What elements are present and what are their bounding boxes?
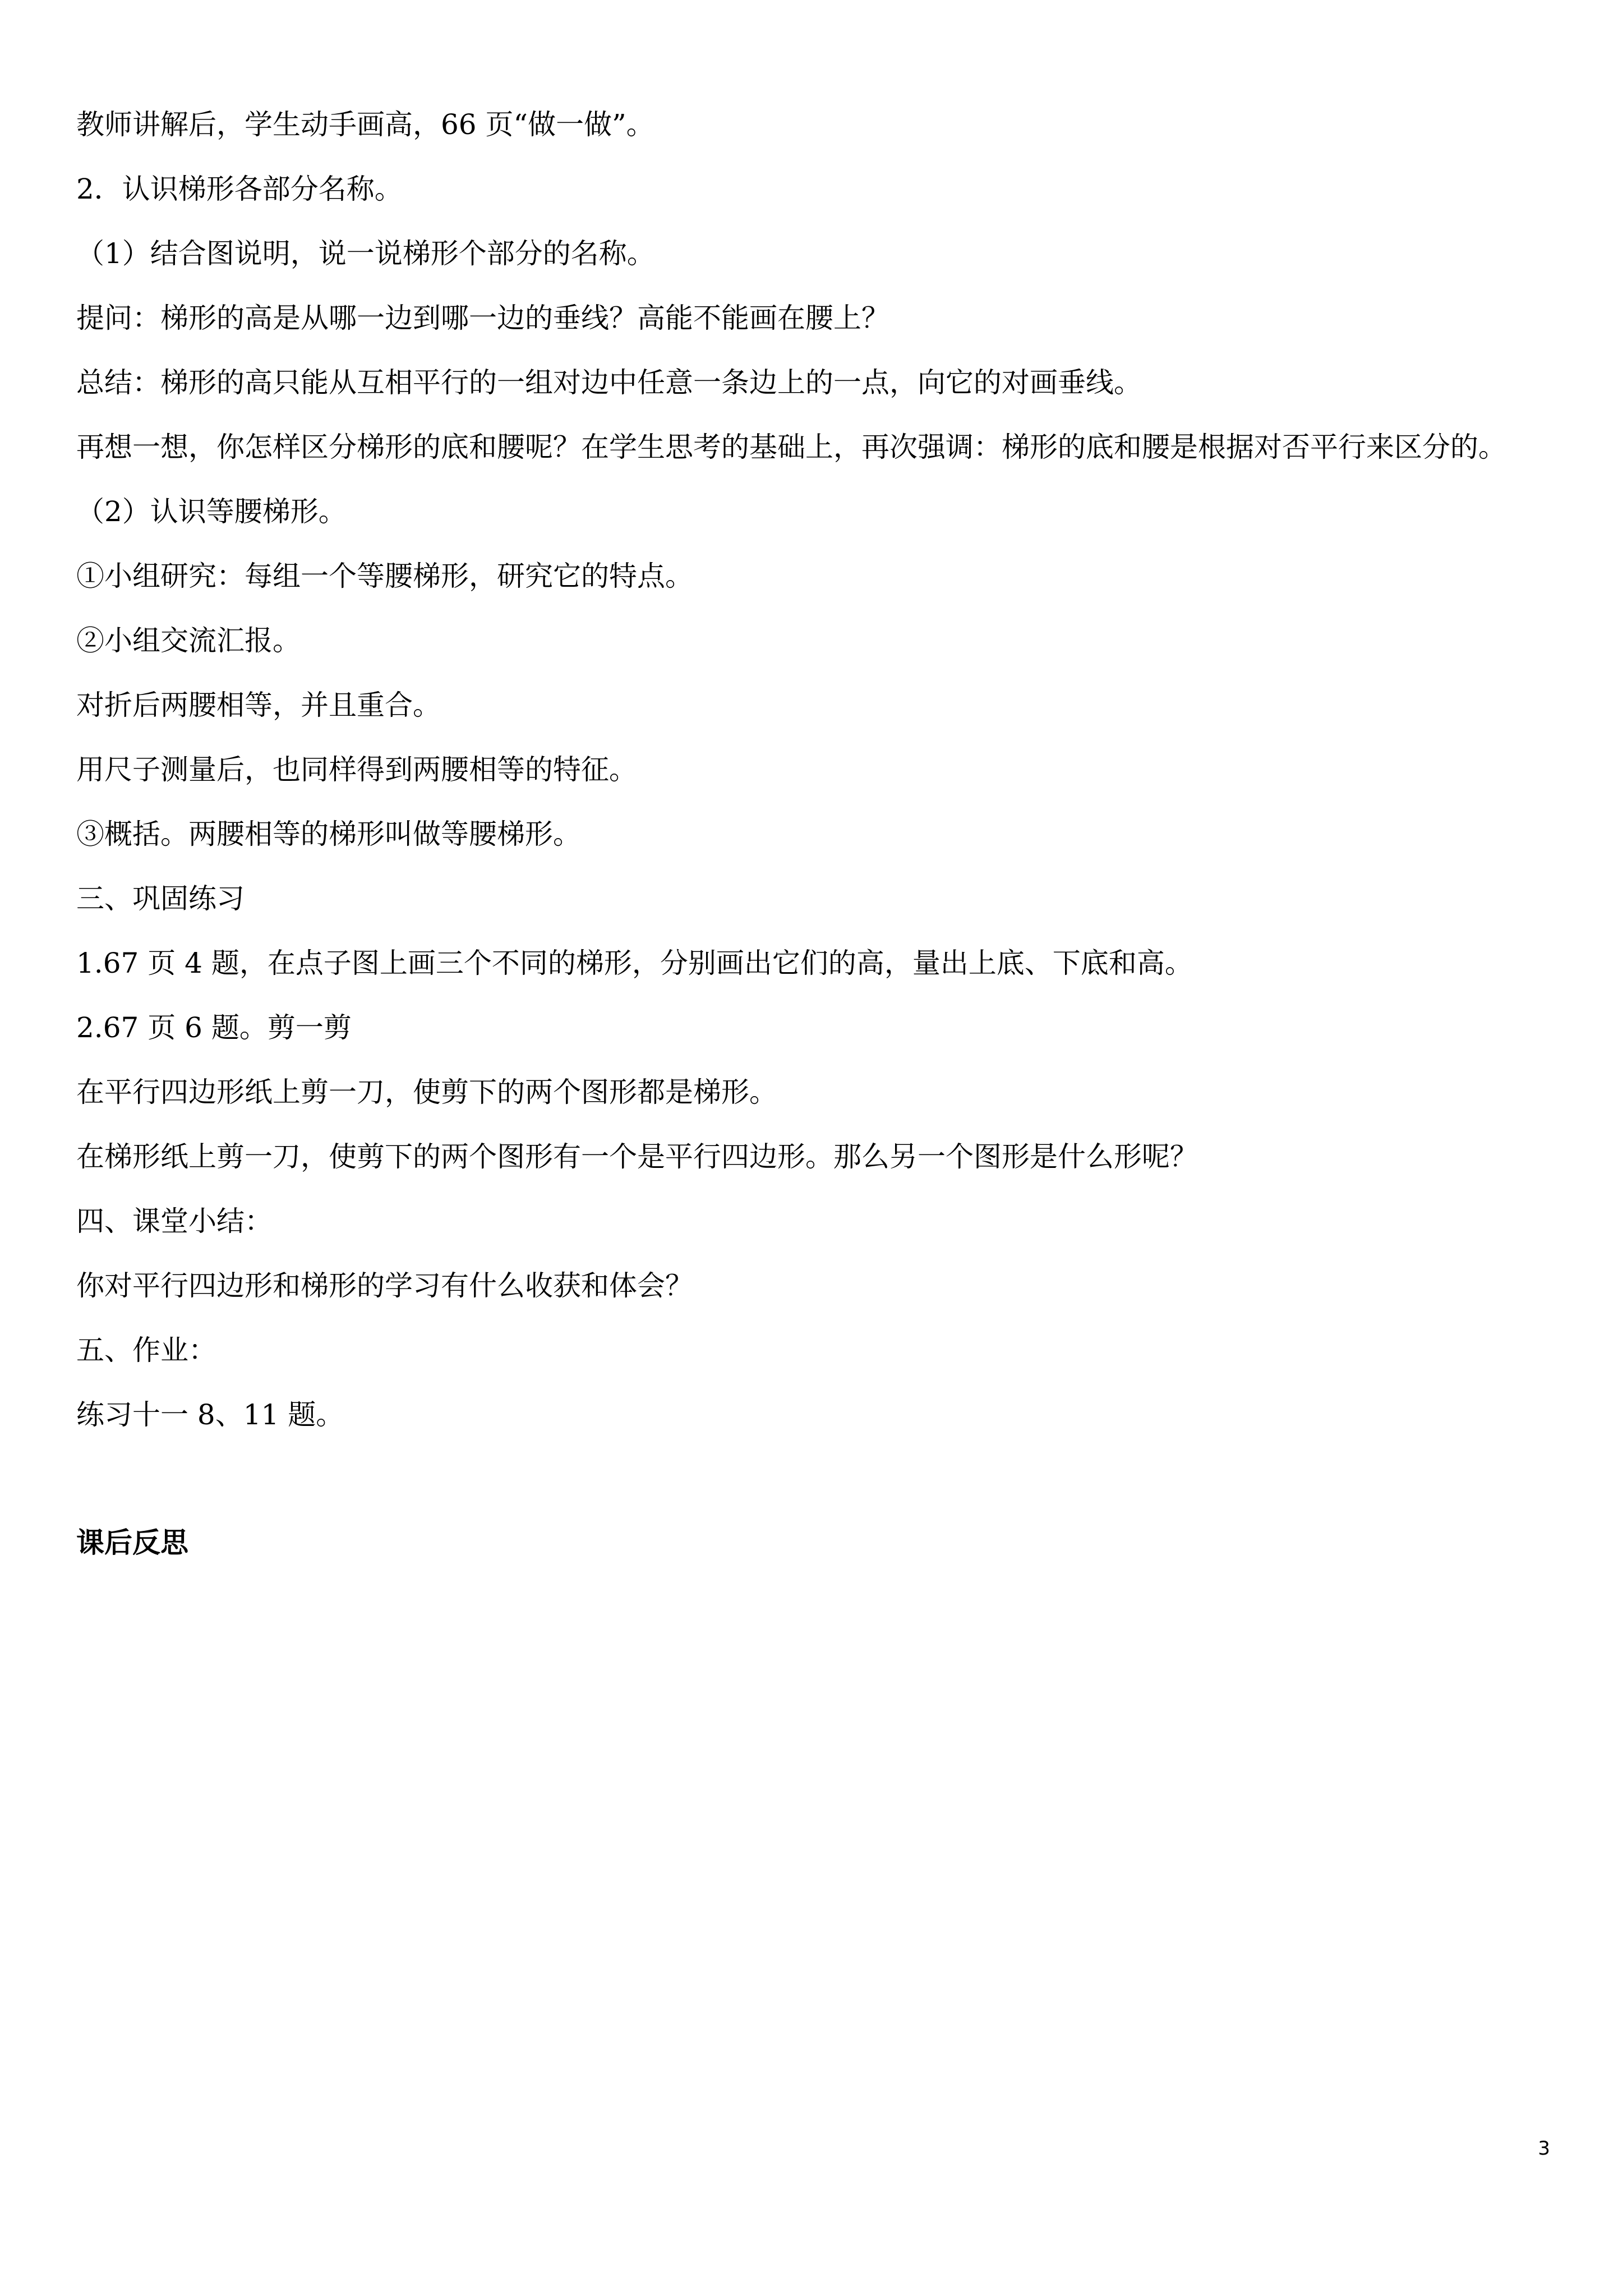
text-line: 1.67 页 4 题，在点子图上画三个不同的梯形，分别画出它们的高，量出上底、下底和高。 (76, 947, 1193, 979)
text-line: ②小组交流汇报。 (76, 624, 301, 657)
text-line: （1）结合图说明，说一说梯形个部分的名称。 (76, 237, 655, 270)
text-line: 对折后两腰相等，并且重合。 (76, 689, 441, 721)
text-line: ①小组研究：每组一个等腰梯形，研究它的特点。 (76, 560, 693, 592)
text-line: 总结：梯形的高只能从互相平行的一组对边中任意一条边上的一点，向它的对画垂线。 (76, 366, 1142, 399)
text-line: （2）认识等腰梯形。 (76, 495, 347, 528)
text-line: 练习十一 8、11 题。 (76, 1398, 344, 1431)
text-line: 在梯形纸上剪一刀，使剪下的两个图形有一个是平行四边形。那么另一个图形是什么形呢？ (76, 1140, 1198, 1173)
text-line: 提问：梯形的高是从哪一边到哪一边的垂线？高能不能画在腰上？ (76, 302, 889, 334)
page-number: 3 (1538, 2137, 1550, 2160)
document-body (76, 108, 1557, 1462)
section-heading: 五、作业： (76, 1334, 216, 1366)
text-line: 2.67 页 6 题。剪一剪 (76, 1011, 352, 1044)
text-line: 在平行四边形纸上剪一刀，使剪下的两个图形都是梯形。 (76, 1076, 777, 1108)
text-line: 你对平行四边形和梯形的学习有什么收获和体会？ (76, 1269, 693, 1302)
text-line: 教师讲解后，学生动手画高，66 页“做一做”。 (76, 108, 654, 141)
text-line: ③概括。两腰相等的梯形叫做等腰梯形。 (76, 818, 581, 850)
text-line: 2．认识梯形各部分名称。 (76, 173, 403, 205)
section-heading: 四、课堂小结： (76, 1205, 273, 1237)
text-line: 用尺子测量后，也同样得到两腰相等的特征。 (76, 753, 637, 786)
section-heading: 三、巩固练习 (76, 882, 245, 915)
reflection-heading: 课后反思 (76, 1526, 188, 1559)
text-line: 再想一想，你怎样区分梯形的底和腰呢？在学生思考的基础上，再次强调：梯形的底和腰是根据对否平行来区分的。 (76, 431, 1506, 463)
